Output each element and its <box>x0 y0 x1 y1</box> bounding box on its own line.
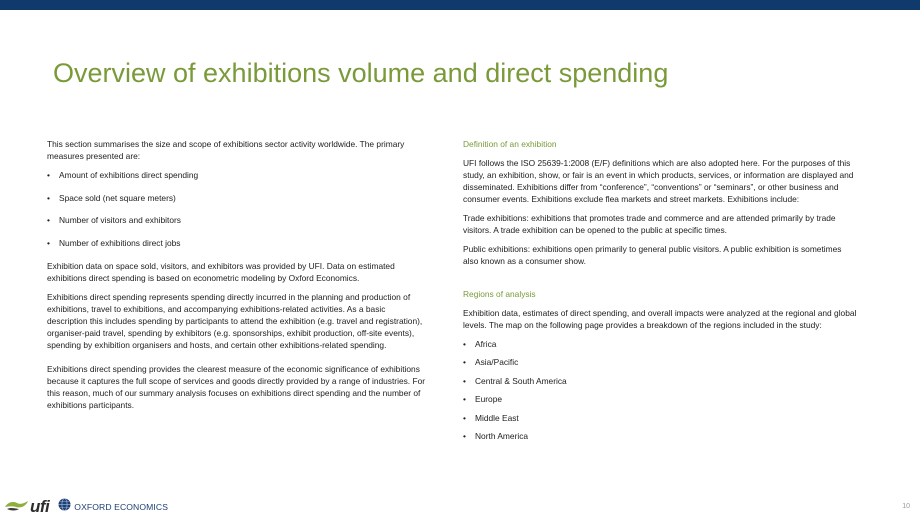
trade-exhibitions-paragraph: Trade exhibitions: exhibitions that promotes trade and commerce and are attended primarily by trade visitors. A trade exhibition can be opened to the public at specific times. <box>463 213 836 236</box>
bullet-icon: • <box>463 412 466 423</box>
definition-heading: Definition of an exhibition <box>463 139 557 149</box>
bullet-icon: • <box>463 357 466 368</box>
list-item: • Number of exhibitions direct jobs <box>47 238 181 249</box>
list-item: • Asia/Pacific <box>463 357 519 368</box>
direct-spending-paragraph: Exhibitions direct spending represents spending directly incurred in the planning and production of exhibitions, travel to exhibitions, and accompanying exhibitions-related activities. As a basic description this includes spending by participants to attend the exhibition (e.g. travel and registration), organiser-paid travel, spending by exhibitors (e.g. sponsorships, exhibit production, off-site events), spending by exhibition organisers and hosts, and certain other exhibitions-related spending. <box>47 291 423 351</box>
list-item: • Space sold (net square meters) <box>47 192 176 203</box>
page-number: 10 <box>902 503 910 510</box>
bullet-icon: • <box>463 338 466 349</box>
regions-heading: Regions of analysis <box>463 288 536 299</box>
ufi-leaf-icon <box>4 498 30 517</box>
footer-logos <box>4 498 168 516</box>
oxford-globe-icon <box>58 498 71 516</box>
top-bar <box>0 0 920 10</box>
list-item: • Amount of exhibitions direct spending <box>47 169 199 180</box>
spacer <box>463 274 858 288</box>
bullet-icon: • <box>463 394 466 405</box>
left-column <box>47 138 427 418</box>
bullet-icon: • <box>463 375 466 386</box>
bullet-icon: • <box>47 238 50 249</box>
ufi-wordmark: ufi <box>30 497 50 516</box>
definition-paragraph: UFI follows the ISO 25639-1:2008 (E/F) definitions which are also adopted here. For the purposes of this study, an exhibition, show, or fair is an event in which products, services, or information are displayed and disseminated. Exhibitions differ from “conference”, “conventions” or “seminars”, or other business and consumer events. Exhibitions exclude flea markets and street markets. Exhibitions include: <box>463 157 854 205</box>
list-item: • Europe <box>463 394 503 405</box>
list-item: • North America <box>463 430 529 441</box>
significance-paragraph: Exhibitions direct spending provides the clearest measure of the economic significance of exhibitions because it captures the full scope of services and goods directly provided by a range of industries. For this reason, much of our summary analysis focuses on exhibitions direct spending and the number of exhibitions participants. <box>47 363 426 411</box>
bullet-icon: • <box>47 215 50 226</box>
list-item: • Africa <box>463 338 497 349</box>
regions-paragraph: Exhibition data, estimates of direct spending, and overall impacts were analyzed at the regional and global levels. The map on the following page provides a breakdown of the regions included in the study: <box>463 307 857 330</box>
list-item: • Middle East <box>463 412 519 423</box>
data-source-paragraph: Exhibition data on space sold, visitors, and exhibitors was provided by UFI. Data on estimated exhibitions direct spending is based on econometric modeling by Oxford Economics. <box>47 260 395 283</box>
right-column <box>463 138 858 448</box>
ufi-logo <box>4 498 49 517</box>
oxford-economics-wordmark: OXFORD ECONOMICS <box>74 502 169 512</box>
measures-list <box>47 169 427 249</box>
intro-paragraph: This section summarises the size and scope of exhibitions sector activity worldwide. The primary measures presented are: <box>47 139 405 162</box>
bullet-icon: • <box>463 430 466 441</box>
list-item: • Number of visitors and exhibitors <box>47 215 181 226</box>
public-exhibitions-paragraph: Public exhibitions: exhibitions open primarily to general public visitors. A public exhibition is sometimes also known as a consumer show. <box>463 243 842 267</box>
list-item: • Central & South America <box>463 375 567 386</box>
page-title: Overview of exhibitions volume and direct spending <box>53 58 669 88</box>
bullet-icon: • <box>47 192 50 203</box>
regions-list <box>463 338 858 442</box>
oxford-economics-logo <box>58 498 168 516</box>
bullet-icon: • <box>47 169 50 180</box>
